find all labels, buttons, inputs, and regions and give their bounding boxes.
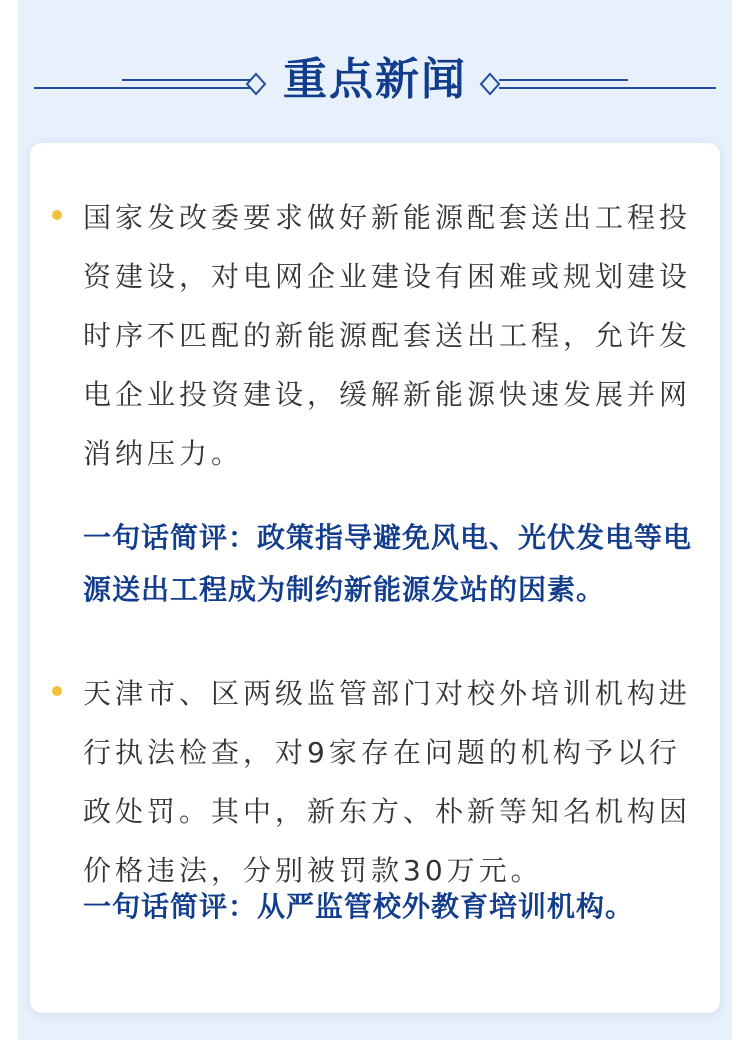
right-ornament-icon	[478, 62, 718, 98]
news-card	[30, 143, 720, 1013]
bullet-dot-icon	[52, 210, 62, 220]
news-comment: 一句话简评：从严监管校外教育培训机构。	[83, 890, 635, 923]
news-comment: 一句话简评：政策指导避免风电、光伏发电等电源送出工程成为制约新能源发站的因素。	[83, 521, 693, 606]
page-title: 重点新闻	[283, 54, 467, 105]
section-header	[0, 40, 750, 120]
news-body: 天津市、区两级监管部门对校外培训机构进行执法检查，对9家存在问题的机构予以行政处罚。其中，新东方、朴新等知名机构因价格违法，分别被罚款30万元。	[83, 677, 692, 887]
news-body: 国家发改委要求做好新能源配套送出工程投资建设，对电网企业建设有困难或规划建设时序不匹配的新能源配套送出工程，允许发电企业投资建设，缓解新能源快速发展并网消纳压力。	[83, 201, 692, 470]
bullet-dot-icon	[52, 686, 62, 696]
